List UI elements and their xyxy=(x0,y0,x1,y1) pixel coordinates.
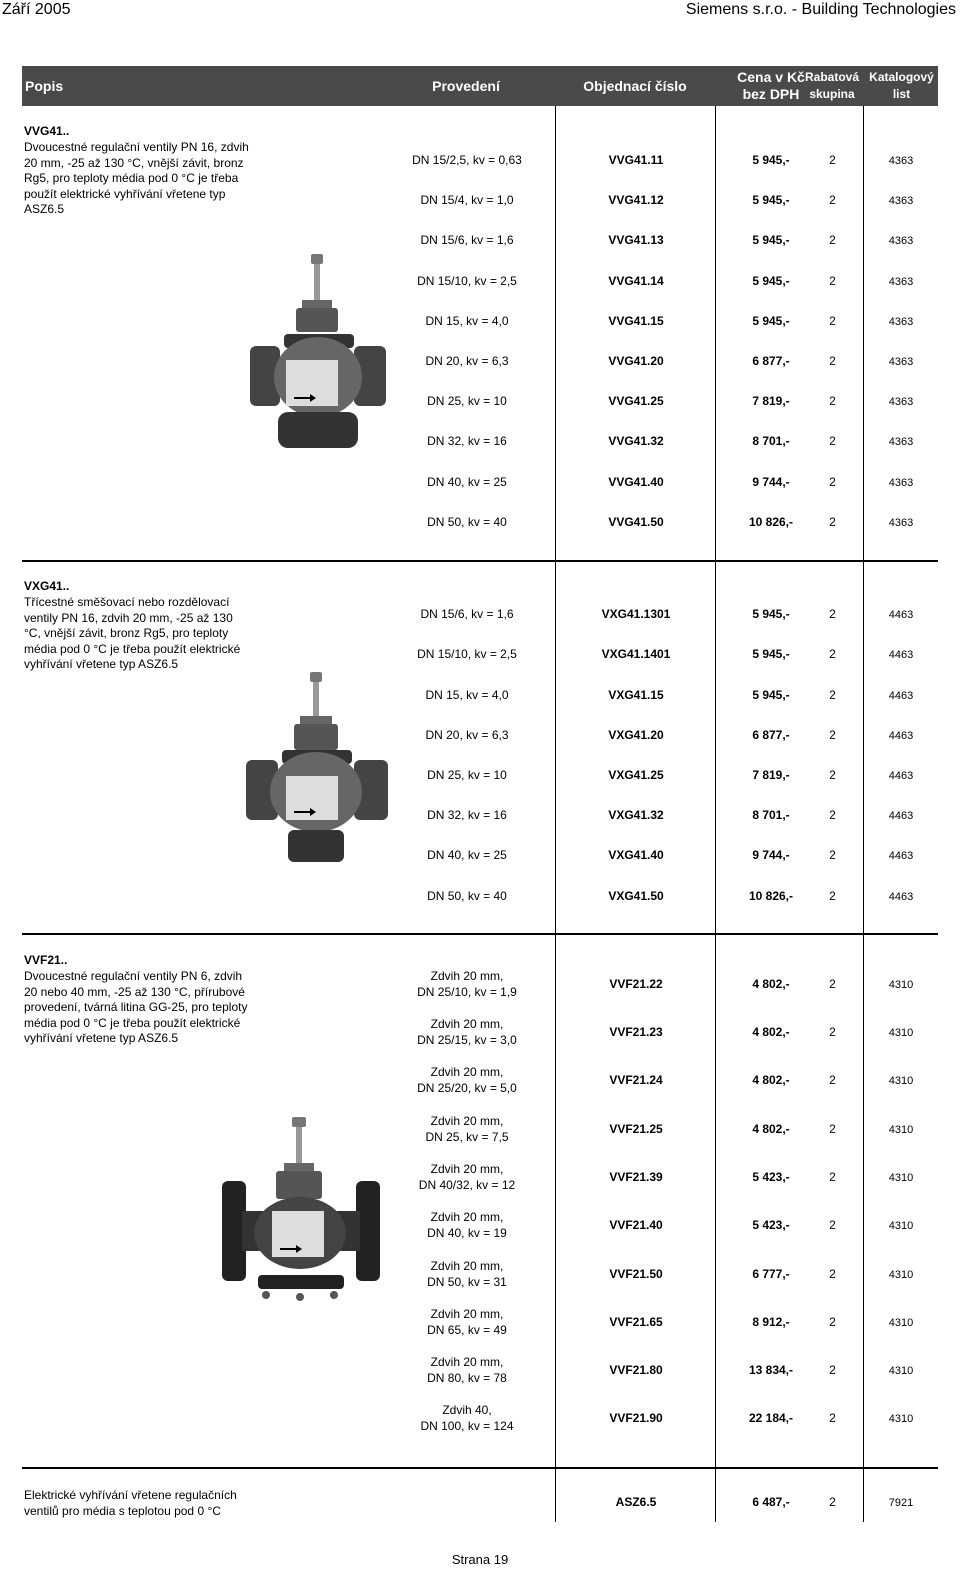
variant-spec xyxy=(378,1065,556,1096)
catalog-sheet: 4463 xyxy=(888,609,914,621)
variant-spec-line: DN 100, kv = 124 xyxy=(420,1418,514,1433)
order-number: VVG41.11 xyxy=(608,153,664,167)
variant-spec-line: DN 25/15, kv = 3,0 xyxy=(417,1032,517,1047)
price: 8 912,- xyxy=(752,1315,790,1329)
price: 9 744,- xyxy=(752,475,790,489)
price: 6 777,- xyxy=(752,1267,790,1281)
order-number: VVG41.15 xyxy=(608,314,664,328)
variant-spec-line: DN 25/20, kv = 5,0 xyxy=(417,1080,517,1095)
price: 4 802,- xyxy=(752,977,790,991)
variant-spec-line: DN 15/10, kv = 2,5 xyxy=(417,647,517,661)
section-description xyxy=(24,140,274,218)
col-rabat xyxy=(799,66,865,106)
variant-spec-line: DN 50, kv = 31 xyxy=(427,1274,507,1289)
variant-spec xyxy=(378,889,556,905)
variant-spec-line: DN 40, kv = 19 xyxy=(427,1225,507,1240)
order-number: VVG41.20 xyxy=(608,354,664,368)
price: 10 826,- xyxy=(748,515,794,529)
price: 5 945,- xyxy=(752,688,790,702)
order-number: VXG41.32 xyxy=(608,808,664,822)
variant-spec-line: Zdvih 20 mm, xyxy=(430,1210,504,1224)
variant-spec-line: DN 40/32, kv = 12 xyxy=(418,1177,516,1192)
variant-spec xyxy=(378,1114,556,1145)
price: 6 877,- xyxy=(752,728,790,742)
variant-spec xyxy=(378,274,556,290)
price: 5 945,- xyxy=(752,274,790,288)
order-number: VVF21.65 xyxy=(609,1315,663,1329)
description-line: Dvoucestné regulační ventily PN 16, zdvih xyxy=(24,140,249,154)
variant-spec-line: DN 32, kv = 16 xyxy=(427,808,507,822)
discount-group: 2 xyxy=(829,153,836,167)
catalog-sheet: 4463 xyxy=(888,770,914,782)
price: 5 945,- xyxy=(752,193,790,207)
catalog-sheet: 4363 xyxy=(888,235,914,247)
catalog-sheet: 4310 xyxy=(888,1269,914,1281)
variant-spec-line: DN 80, kv = 78 xyxy=(427,1370,507,1385)
price: 22 184,- xyxy=(748,1411,794,1425)
catalog-sheet: 4363 xyxy=(888,155,914,167)
variant-spec-line: DN 25, kv = 10 xyxy=(427,768,507,782)
discount-group: 2 xyxy=(829,768,836,782)
variant-spec xyxy=(378,1307,556,1338)
variant-spec-line: DN 20, kv = 6,3 xyxy=(425,728,509,742)
order-number: VVF21.90 xyxy=(609,1411,663,1425)
discount-group: 2 xyxy=(829,647,836,661)
description-line: Rg5, pro teploty média pod 0 °C je třeba xyxy=(24,171,239,185)
order-number: VVF21.40 xyxy=(609,1218,663,1232)
page-number: Strana 19 xyxy=(451,1552,509,1567)
discount-group: 2 xyxy=(829,1073,836,1087)
section-divider xyxy=(22,1467,938,1469)
variant-spec-line: Zdvih 40, xyxy=(442,1403,492,1417)
discount-group: 2 xyxy=(829,394,836,408)
discount-group: 2 xyxy=(829,1495,836,1509)
price: 5 945,- xyxy=(752,233,790,247)
col-objednaci: Objednací číslo xyxy=(583,77,687,94)
variant-spec xyxy=(378,314,556,330)
discount-group: 2 xyxy=(829,1363,836,1377)
price: 7 819,- xyxy=(752,768,790,782)
variant-spec xyxy=(378,728,556,744)
price: 5 945,- xyxy=(752,153,790,167)
variant-spec xyxy=(378,1162,556,1193)
section-description xyxy=(24,1488,274,1519)
variant-spec-line: DN 15/4, kv = 1,0 xyxy=(420,193,514,207)
variant-spec-line: DN 15, kv = 4,0 xyxy=(425,688,509,702)
variant-spec xyxy=(378,434,556,450)
variant-spec xyxy=(378,193,556,209)
catalog-sheet: 4363 xyxy=(888,396,914,408)
variant-spec xyxy=(378,394,556,410)
price: 5 423,- xyxy=(752,1170,790,1184)
catalog-sheet: 4463 xyxy=(888,810,914,822)
price: 8 701,- xyxy=(752,434,790,448)
variant-spec xyxy=(378,848,556,864)
discount-group: 2 xyxy=(829,1122,836,1136)
variant-spec-line: Zdvih 20 mm, xyxy=(430,1114,504,1128)
variant-spec-line: DN 32, kv = 16 xyxy=(427,434,507,448)
order-number: ASZ6.5 xyxy=(615,1495,657,1509)
price: 10 826,- xyxy=(748,889,794,903)
catalog-sheet: 4310 xyxy=(888,1075,914,1087)
catalog-sheet: 4363 xyxy=(888,517,914,529)
discount-group: 2 xyxy=(829,1267,836,1281)
description-line: vyhřívání vřetene typ ASZ6.5 xyxy=(24,657,179,671)
discount-group: 2 xyxy=(829,1411,836,1425)
col-rabat-line1: Rabatová xyxy=(804,70,860,84)
catalog-sheet: 4363 xyxy=(888,276,914,288)
variant-spec-line: Zdvih 20 mm, xyxy=(430,1307,504,1321)
price: 9 744,- xyxy=(752,848,790,862)
description-line: °C, vnější závit, bronz Rg5, pro teploty xyxy=(24,626,229,640)
variant-spec-line: DN 65, kv = 49 xyxy=(427,1322,507,1337)
order-number: VVF21.80 xyxy=(609,1363,663,1377)
valve-flanged-image xyxy=(222,1115,380,1315)
order-number: VVG41.25 xyxy=(608,394,664,408)
header-company: Siemens s.r.o. - Building Technologies xyxy=(685,1,956,18)
col-provedeni: Provedení xyxy=(432,77,500,94)
discount-group: 2 xyxy=(829,889,836,903)
variant-spec xyxy=(378,688,556,704)
variant-spec xyxy=(378,1210,556,1241)
variant-spec-line: DN 25, kv = 10 xyxy=(427,394,507,408)
valve-2way-threaded-image xyxy=(248,252,388,457)
variant-spec-line: DN 15/2,5, kv = 0,63 xyxy=(412,153,522,167)
discount-group: 2 xyxy=(829,515,836,529)
discount-group: 2 xyxy=(829,1218,836,1232)
price: 5 423,- xyxy=(752,1218,790,1232)
description-line: Dvoucestné regulační ventily PN 6, zdvih xyxy=(24,969,243,983)
catalog-sheet: 4310 xyxy=(888,979,914,991)
variant-spec xyxy=(378,768,556,784)
description-line: média pod 0 °C je třeba použít elektrické xyxy=(24,641,241,656)
variant-spec-line: DN 20, kv = 6,3 xyxy=(425,354,509,368)
variant-spec xyxy=(378,515,556,531)
order-number: VVG41.14 xyxy=(608,274,664,288)
order-number: VVF21.25 xyxy=(609,1122,663,1136)
variant-spec xyxy=(378,233,556,249)
description-line: provedení, tvárná litina GG-25, pro teploty xyxy=(24,1000,248,1014)
variant-spec xyxy=(378,647,556,663)
description-line: Elektrické vyhřívání vřetene regulačních xyxy=(24,1488,237,1502)
discount-group: 2 xyxy=(829,728,836,742)
order-number: VVF21.22 xyxy=(609,977,663,991)
description-line: 20 nebo 40 mm, -25 až 130 °C, přírubové xyxy=(24,984,245,999)
order-number: VXG41.15 xyxy=(608,688,664,702)
variant-spec xyxy=(378,808,556,824)
order-number: VXG41.40 xyxy=(608,848,664,862)
order-number: VXG41.20 xyxy=(608,728,664,742)
variant-spec-line: DN 50, kv = 40 xyxy=(427,515,507,529)
discount-group: 2 xyxy=(829,1170,836,1184)
catalog-sheet: 4363 xyxy=(888,436,914,448)
variant-spec xyxy=(378,607,556,623)
order-number: VVG41.32 xyxy=(608,434,664,448)
catalog-sheet: 7921 xyxy=(888,1497,914,1509)
price: 8 701,- xyxy=(752,808,790,822)
price: 4 802,- xyxy=(752,1073,790,1087)
order-number: VXG41.25 xyxy=(608,768,664,782)
discount-group: 2 xyxy=(829,1315,836,1329)
col-cena-line1: Cena v Kč xyxy=(737,69,805,85)
section-divider xyxy=(22,933,938,935)
catalog-sheet: 4310 xyxy=(888,1317,914,1329)
col-popis: Popis xyxy=(25,77,64,94)
variant-spec-line: DN 40, kv = 25 xyxy=(427,848,507,862)
discount-group: 2 xyxy=(829,314,836,328)
description-line: ASZ6.5 xyxy=(24,202,65,216)
price: 5 945,- xyxy=(752,647,790,661)
col-katalog-line1: Katalogový xyxy=(869,70,934,84)
order-number: VVG41.13 xyxy=(608,233,664,247)
col-katalog xyxy=(865,66,938,106)
catalog-sheet: 4363 xyxy=(888,477,914,489)
variant-spec-line: DN 50, kv = 40 xyxy=(427,889,507,903)
variant-spec xyxy=(378,1017,556,1048)
variant-spec xyxy=(378,1259,556,1290)
description-line: vyhřívání vřetene typ ASZ6.5 xyxy=(24,1031,179,1045)
price: 4 802,- xyxy=(752,1025,790,1039)
variant-spec-line: Zdvih 20 mm, xyxy=(430,1017,504,1031)
col-katalog-line2: list xyxy=(892,87,911,101)
description-line: ventily PN 16, zdvih 20 mm, -25 až 130 xyxy=(24,610,233,625)
description-line: 20 mm, -25 až 130 °C, vnější závit, bronz xyxy=(24,155,244,170)
variant-spec-line: DN 15, kv = 4,0 xyxy=(425,314,509,328)
variant-spec xyxy=(378,1403,556,1434)
discount-group: 2 xyxy=(829,808,836,822)
order-number: VVG41.40 xyxy=(608,475,664,489)
variant-spec-line: Zdvih 20 mm, xyxy=(430,1259,504,1273)
variant-spec xyxy=(378,1355,556,1386)
variant-spec-line: Zdvih 20 mm, xyxy=(430,1162,504,1176)
description-line: ventilů pro média s teplotou pod 0 °C xyxy=(24,1503,221,1518)
catalog-sheet: 4310 xyxy=(888,1220,914,1232)
col-rabat-line2: skupina xyxy=(809,87,855,101)
section-description xyxy=(24,595,274,673)
price: 13 834,- xyxy=(748,1363,794,1377)
discount-group: 2 xyxy=(829,475,836,489)
order-number: VXG41.1301 xyxy=(601,607,671,621)
order-number: VXG41.1401 xyxy=(601,647,671,661)
discount-group: 2 xyxy=(829,193,836,207)
order-number: VVF21.23 xyxy=(609,1025,663,1039)
catalog-sheet: 4463 xyxy=(888,891,914,903)
price: 6 877,- xyxy=(752,354,790,368)
variant-spec xyxy=(378,475,556,491)
section-divider xyxy=(22,560,938,562)
discount-group: 2 xyxy=(829,607,836,621)
variant-spec-line: Zdvih 20 mm, xyxy=(430,1065,504,1079)
section-title: VVF21.. xyxy=(24,953,68,967)
order-number: VXG41.50 xyxy=(608,889,664,903)
price: 5 945,- xyxy=(752,607,790,621)
catalog-sheet: 4463 xyxy=(888,690,914,702)
price: 4 802,- xyxy=(752,1122,790,1136)
catalog-sheet: 4463 xyxy=(888,730,914,742)
order-number: VVG41.50 xyxy=(608,515,664,529)
header-date: Září 2005 xyxy=(2,1,71,18)
discount-group: 2 xyxy=(829,848,836,862)
discount-group: 2 xyxy=(829,354,836,368)
table-header xyxy=(22,66,938,106)
order-number: VVG41.12 xyxy=(608,193,664,207)
price: 6 487,- xyxy=(752,1495,790,1509)
variant-spec-line: DN 25/10, kv = 1,9 xyxy=(417,984,517,999)
section-title: VVG41.. xyxy=(24,124,70,138)
description-line: použít elektrické vyhřívání vřetene typ xyxy=(24,186,226,201)
variant-spec-line: Zdvih 20 mm, xyxy=(430,1355,504,1369)
order-number: VVF21.24 xyxy=(609,1073,663,1087)
variant-spec-line: DN 40, kv = 25 xyxy=(427,475,507,489)
catalog-sheet: 4363 xyxy=(888,195,914,207)
price: 5 945,- xyxy=(752,314,790,328)
catalog-sheet: 4463 xyxy=(888,649,914,661)
variant-spec-line: DN 25, kv = 7,5 xyxy=(425,1129,509,1144)
valve-3way-threaded-image xyxy=(244,670,390,866)
variant-spec xyxy=(378,354,556,370)
price: 7 819,- xyxy=(752,394,790,408)
catalog-sheet: 4310 xyxy=(888,1172,914,1184)
variant-spec-line: DN 15/6, kv = 1,6 xyxy=(420,233,514,247)
catalog-sheet: 4463 xyxy=(888,850,914,862)
catalog-sheet: 4310 xyxy=(888,1413,914,1425)
catalog-sheet: 4363 xyxy=(888,316,914,328)
description-line: Třícestné směšovací nebo rozdělovací xyxy=(24,595,230,609)
order-number: VVF21.50 xyxy=(609,1267,663,1281)
catalog-sheet: 4363 xyxy=(888,356,914,368)
variant-spec xyxy=(378,969,556,1000)
section-title: VXG41.. xyxy=(24,579,70,593)
catalog-sheet: 4310 xyxy=(888,1027,914,1039)
col-cena-line2: bez DPH xyxy=(742,86,800,102)
description-line: média pod 0 °C je třeba použít elektrické xyxy=(24,1015,241,1030)
variant-spec xyxy=(378,153,556,169)
discount-group: 2 xyxy=(829,233,836,247)
variant-spec-line: DN 15/10, kv = 2,5 xyxy=(417,274,517,288)
discount-group: 2 xyxy=(829,1025,836,1039)
catalog-sheet: 4310 xyxy=(888,1365,914,1377)
discount-group: 2 xyxy=(829,434,836,448)
discount-group: 2 xyxy=(829,688,836,702)
order-number: VVF21.39 xyxy=(609,1170,663,1184)
section-description xyxy=(24,969,274,1047)
catalog-sheet: 4310 xyxy=(888,1124,914,1136)
discount-group: 2 xyxy=(829,274,836,288)
variant-spec-line: Zdvih 20 mm, xyxy=(430,969,504,983)
discount-group: 2 xyxy=(829,977,836,991)
variant-spec-line: DN 15/6, kv = 1,6 xyxy=(420,607,514,621)
